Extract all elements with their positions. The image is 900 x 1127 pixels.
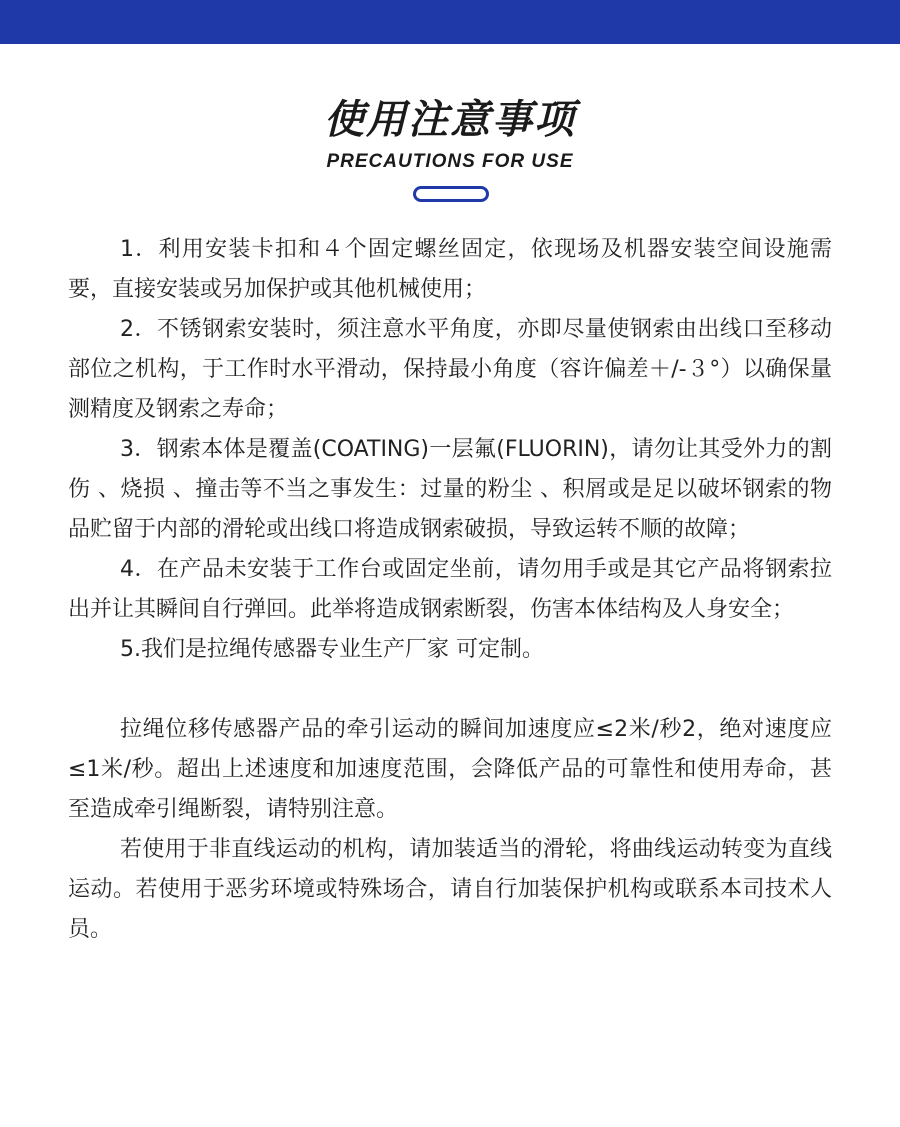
top-banner-bar <box>0 0 900 44</box>
precautions-content <box>68 230 832 950</box>
precaution-item-1: 1．利用安装卡扣和４个固定螺丝固定，依现场及机器安装空间设施需要，直接安装或另加保护或其他机械使用； <box>68 237 832 302</box>
precaution-item-5: 5.我们是拉绳传感器专业生产厂家 可定制。 <box>120 637 544 662</box>
page-title: 使用注意事项 <box>324 97 576 143</box>
page-subtitle: PRECAUTIONS FOR USE <box>326 151 574 172</box>
paragraph-spacer <box>68 670 832 710</box>
note-speed-limit: 拉绳位移传感器产品的牵引运动的瞬间加速度应≤2米/秒2，绝对速度应≤1米/秒。超出上述速度和加速度范围，会降低产品的可靠性和使用寿命，甚至造成牵引绳断裂，请特别注意。 <box>68 717 832 822</box>
precaution-item-4: 4．在产品未安装于工作台或固定坐前，请勿用手或是其它产品将钢索拉出并让其瞬间自行弹回。此举将造成钢索断裂，伤害本体结构及人身安全； <box>68 557 832 622</box>
precaution-item-3: 3．钢索本体是覆盖(COATING)一层氟(FLUORIN)，请勿让其受外力的割伤 、烧损 、撞击等不当之事发生：过量的粉尘 、积屑或是足以破坏钢索的物品贮留于内部的滑轮或出线口将造成钢索破损，导致运转不顺的故障； <box>68 437 832 542</box>
note-nonlinear-motion: 若使用于非直线运动的机构，请加装适当的滑轮，将曲线运动转变为直线运动。若使用于恶劣环境或特殊场合，请自行加装保护机构或联系本司技术人员。 <box>68 837 832 942</box>
precaution-item-2: 2．不锈钢索安装时，须注意水平角度，亦即尽量使钢索由出线口至移动部位之机构，于工作时水平滑动，保持最小角度（容许偏差＋/-３°）以确保量测精度及钢索之寿命； <box>68 317 832 422</box>
title-block <box>0 92 900 174</box>
decorative-pill-divider <box>413 186 489 202</box>
